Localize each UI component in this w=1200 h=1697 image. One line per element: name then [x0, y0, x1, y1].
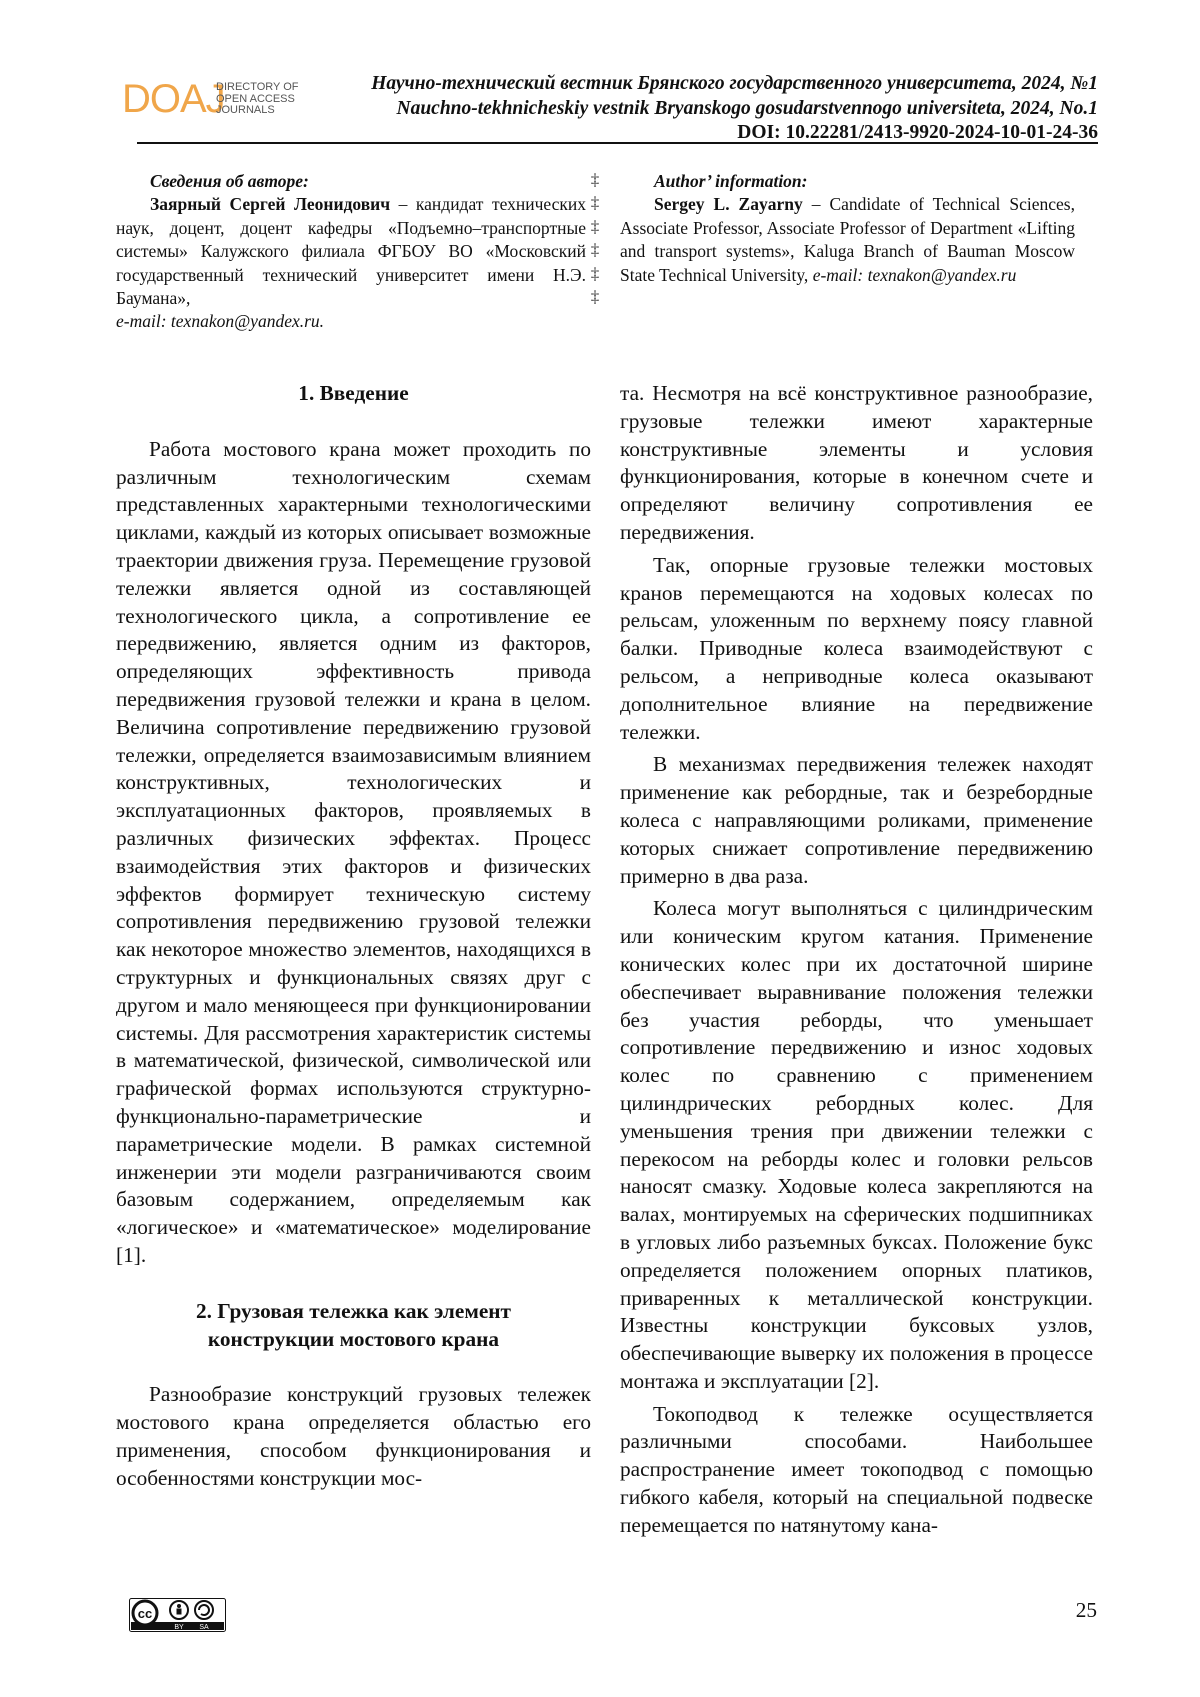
author-email-ru: texnakon@yandex.ru.	[170, 311, 325, 332]
paragraph: Работа мостового крана может проходить по различным технологическим схемам представленных характерными технологическими циклами, каждый из которых описывает возможные траектории движения груза. Перемещение грузовой тележки является одной из составляющей технологического цикла, а сопротивление ее передвижению, является одним из факторов, определяющих эффективность привода передвижения грузовой тележки и крана в целом. Величина сопротивление передвижению грузовой тележки, определяется взаимозависимым влиянием конструктивных, технологических и эксплуатационных факторов, проявляемых в различных физических эффектах. Процесс взаимодействия этих факторов и физических эффектов формирует техническую систему сопротивления передвижению грузовой тележки как некоторое множество элементов, находящихся в структурных и функциональных связях друг с другом и мало меняющееся при функционировании системы. Для рассмотрения характеристик системы в математической, физической, символической или графической формах используются структурно-функционально-параметрические и параметрические модели. В рамках системной инженерии эти модели разграничиваются своим базовым содержанием, определяемым как «логическое» и «математическое» моделирование [1].	[116, 436, 591, 1267]
author-email-en: texnakon@yandex.ru	[867, 264, 1017, 285]
author-heading-ru: Сведения об авторе:	[150, 171, 309, 191]
column-divider: ‡ ‡ ‡ ‡ ‡ ‡	[590, 170, 600, 307]
author-text-en: Sergey L. Zayarny – Candidate of Technical Sciences, Associate Professor, Associate Professor of Department «Lifting and transport systems», Kaluga Branch of Bauman Moscow State Technical University, e-mail: texnakon@yandex.ru	[620, 194, 1075, 285]
right-column	[620, 380, 1093, 1540]
paragraph: та. Несмотря на всё конструктивное разнообразие, грузовые тележки имеют характерные конструктивные элементы и условия функционирования, которые в конечном счете и определяют величину сопротивления ее передвижения.	[620, 381, 1093, 544]
doaj-logo-text: DIRECTORY OF OPEN ACCESS JOURNALS	[216, 81, 299, 116]
paragraph: Так, опорные грузовые тележки мостовых кранов перемещаются на ходовых колесах по рельсам, уложенным по верхнему поясу главной балки. Приводные колеса взаимодействуют с рельсом, а неприводные колеса оказывают дополнительное влияние на передвижение тележки.	[620, 552, 1093, 744]
sa-icon	[195, 1601, 213, 1619]
journal-title-ru: Научно-технический вестник Брянского государственного университета, 2024, №1	[371, 73, 1098, 94]
author-name-en: Sergey L. Zayarny	[654, 194, 803, 215]
svg-text:BY: BY	[174, 1624, 184, 1631]
svg-text:cc: cc	[137, 1606, 153, 1621]
svg-text:SA: SA	[199, 1624, 209, 1631]
page-number: 25	[1075, 1598, 1097, 1622]
section-heading-2: 2. Грузовая тележка как элемент конструкции мостового крана	[195, 1298, 512, 1351]
paragraph: Колеса могут выполняться с цилиндрическим или коническим кругом катания. Применение конических колес при их достаточной ширине обеспечивает выравнивание положения тележки без участия реборды, что уменьшает сопротивление передвижению и износ ходовых колес по сравнению с применением цилиндрических ребордных колес. Для уменьшения трения при движении тележки с перекосом на реборды колес и головки рельсов наносят смазку. Ходовые колеса закрепляются на валах, монтируемых на сферических подшипниках в угловых либо разъемных буксах. Положение букс определяется положением опорных платиков, приваренных к металлической конструкции. Известны конструкции буксовых узлов, обеспечивающие выверку их положения в процессе монтажа и эксплуатации [2].	[620, 896, 1093, 1393]
journal-header	[371, 72, 1098, 146]
paragraph: Разнообразие конструкций грузовых тележек мостового крана определяется областью его применения, способом функционирования и особенностями конструкции мос-	[116, 1382, 591, 1490]
author-text-ru: Заярный Сергей Леонидович – кандидат технических наук, доцент, доцент кафедры «Подъемно–транспортные системы» Калужского филиала ФГБОУ ВО «Московский государственный технический университет имени Н.Э. Баумана», e-mail: texnakon@yandex.ru.	[116, 194, 586, 332]
cc-license-badge	[129, 1598, 226, 1632]
doi: DOI: 10.22281/2413-9920-2024-10-01-24-36	[737, 122, 1098, 143]
header-rule	[137, 142, 1098, 144]
section-heading-1: 1. Введение	[298, 381, 409, 405]
author-name-ru: Заярный Сергей Леонидович	[150, 194, 391, 215]
paragraph: В механизмах передвижения тележек находят применение как ребордные, так и безребордные колеса с направляющими роликами, применение которых снижает сопротивление передвижению примерно в два раза.	[620, 752, 1093, 888]
paragraph: Токоподвод к тележке осуществляется различными способами. Наибольшее распространение имеет токоподвод с помощью гибкого кабеля, который на специальной подвеске перемещается по натянутому кана-	[620, 1401, 1093, 1537]
author-info-ru	[116, 170, 586, 334]
doaj-logo	[122, 78, 307, 120]
author-info-en	[620, 170, 1075, 287]
author-heading-en: Author’ information:	[654, 171, 808, 191]
doaj-logo-mark: DOAJ	[122, 77, 225, 121]
left-column	[116, 380, 591, 1492]
journal-title-en: Nauchno-tekhnicheskiy vestnik Bryanskogo gosudarstvennogo universiteta, 2024, No.1	[396, 97, 1098, 119]
